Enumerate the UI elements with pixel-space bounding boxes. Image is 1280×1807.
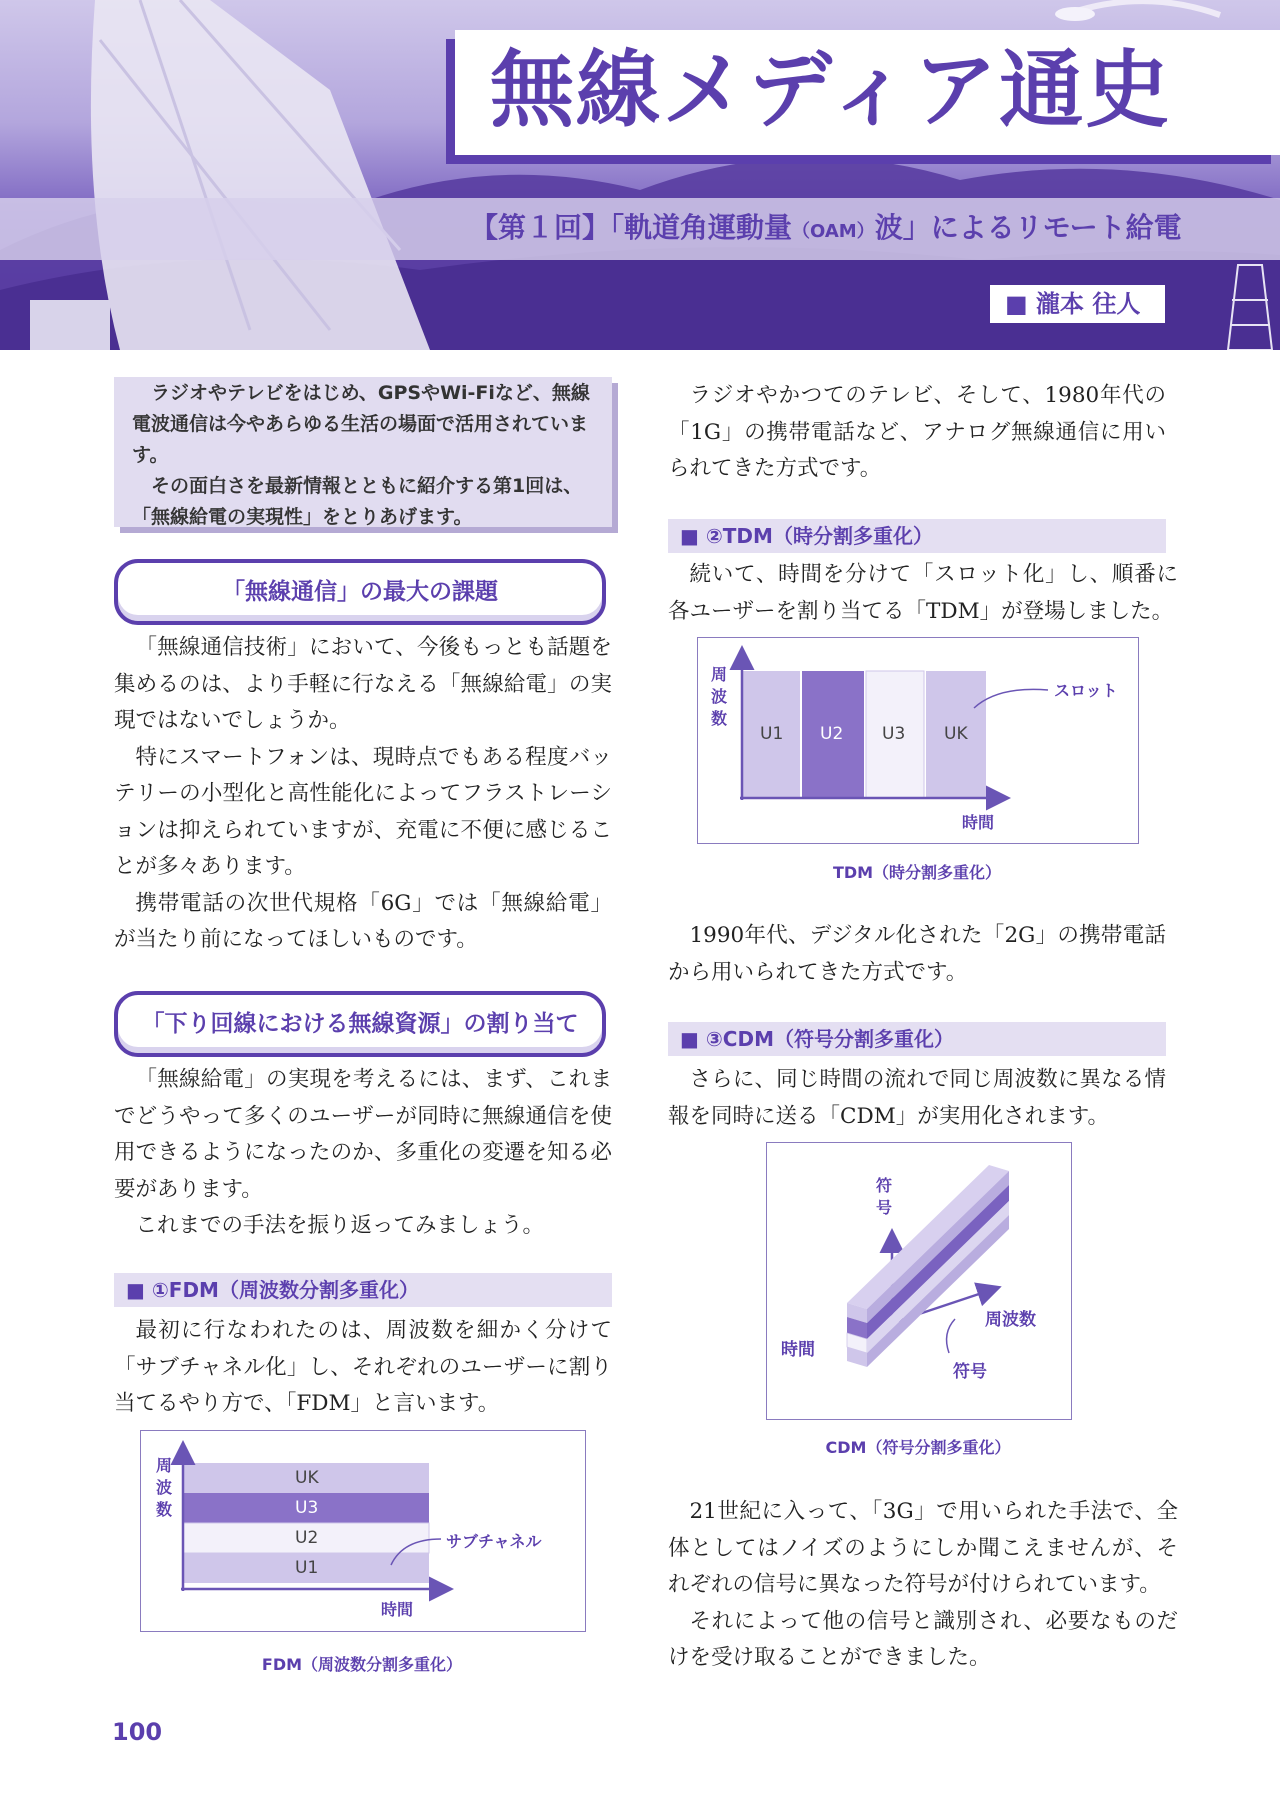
cdm-body <box>668 1062 1166 1135</box>
fdm-caption: FDM（周波数分割多重化） <box>261 1655 463 1674</box>
subtitle-post: 波」によるリモート給電 <box>874 211 1182 244</box>
cdm-heading: ■ ③CDM（符号分割多重化） <box>668 1022 1166 1056</box>
tdm-callout: スロット <box>1054 681 1118 700</box>
section2-body <box>114 1062 612 1245</box>
paragraph: 携帯電話の次世代規格「6G」では「無線給電」が当たり前になってほしいものです。 <box>114 890 612 952</box>
subtitle-pre: 【第１回】「軌道角運動量 <box>470 211 793 244</box>
fdm-y-label-char: 数 <box>155 1500 172 1519</box>
lead-paragraph: ラジオやテレビをはじめ、GPSやWi-Fiなど、無線電波通信は今やあらゆる生活の場面で活用されています。 <box>132 382 590 466</box>
lead-text <box>132 378 602 533</box>
page-title: 無線メディア通史 <box>490 41 1172 139</box>
fdm-band-label: U3 <box>295 1498 319 1518</box>
tdm-slot-label: U2 <box>820 724 844 744</box>
tdm-body <box>668 557 1178 630</box>
tdm-caption: TDM（時分割多重化） <box>832 863 1002 882</box>
paragraph: 1990年代、デジタル化された「2G」の携帯電話から用いられてきた方式です。 <box>668 923 1166 985</box>
cdm-freq-axis-label: 周波数 <box>985 1310 1036 1330</box>
cdm-callout: 符号 <box>953 1362 987 1382</box>
tdm-x-label: 時間 <box>962 813 995 832</box>
tdm-slot-label: U1 <box>760 724 784 744</box>
tdm-y-label <box>708 664 730 730</box>
author-name: ■ 瀧本 往人 <box>1005 290 1141 318</box>
fdm-band-label: UK <box>295 1468 319 1488</box>
cdm-time-axis-label: 時間 <box>781 1340 815 1360</box>
cdm-code-axis-char: 符 <box>875 1176 892 1195</box>
tdm-y-label-char: 数 <box>710 709 727 728</box>
paragraph: これまでの手法を振り返ってみましょう。 <box>135 1213 545 1238</box>
paragraph: ラジオやかつてのテレビ、そして、1980年代の「1G」の携帯電話など、アナログ無線通信に用いられてきた方式です。 <box>668 383 1166 481</box>
fdm-band-label: U2 <box>295 1528 319 1548</box>
tdm-figure <box>697 637 1139 844</box>
fdm-x-label: 時間 <box>381 1600 414 1619</box>
paragraph: さらに、同じ時間の流れで同じ周波数に異なる情報を同時に送る「CDM」が実用化されます。 <box>668 1067 1166 1129</box>
tdm-slot-label: U3 <box>882 724 906 744</box>
fdm-y-label <box>153 1455 175 1521</box>
paragraph: 特にスマートフォンは、現時点でもある程度バッテリーの小型化と高性能化によってフラストレーションは抑えられていますが、充電に不便に感じることが多々あります。 <box>114 744 612 879</box>
fdm-body <box>114 1313 612 1423</box>
cdm-diagram <box>767 1143 1071 1419</box>
fdm-band-label: U1 <box>295 1558 319 1578</box>
paragraph: 最初に行なわれたのは、周波数を細かく分けて「サブチャネル化」し、それぞれのユーザーに割り当てるやり方で、「FDM」と言います。 <box>114 1318 612 1416</box>
fdm-figure <box>140 1430 586 1632</box>
tdm-slot-label: UK <box>944 724 968 744</box>
paragraph: 「無線通信技術」において、今後もっとも話題を集めるのは、より手軽に行なえる「無線給電」の実現ではないでしょうか。 <box>114 635 612 733</box>
paragraph: 21世紀に入って、「3G」で用いられた手法で、全体としてはノイズのようにしか聞こえませんが、それぞれの信号に異なった符号が付けられています。 <box>668 1499 1178 1597</box>
cdm-code-axis-char: 号 <box>875 1198 892 1217</box>
cdm-figure <box>766 1142 1072 1420</box>
paragraph: 続いて、時間を分けて「スロット化」し、順番に各ユーザーを割り当てる「TDM」が登場しました。 <box>668 562 1178 624</box>
section1-body <box>114 630 612 959</box>
cdm-after <box>668 1494 1178 1677</box>
section-heading-downlink: 「下り回線における無線資源」の割り当て <box>114 991 606 1057</box>
cdm-code-axis-label <box>873 1175 895 1219</box>
fdm-y-label-char: 波 <box>155 1478 172 1497</box>
subtitle <box>470 205 1182 255</box>
fdm-callout: サブチャネル <box>446 1532 542 1551</box>
page-number: 100 <box>112 1718 163 1746</box>
right-intro <box>668 378 1166 488</box>
section-heading-wireless-issue: 「無線通信」の最大の課題 <box>114 559 606 625</box>
lead-paragraph: その面白さを最新情報とともに紹介する第1回は、「無線給電の実現性」をとりあげます。 <box>132 475 583 528</box>
tdm-y-label-char: 周 <box>710 665 727 684</box>
paragraph: それによって他の信号と識別され、必要なものだけを受け取ることができました。 <box>668 1608 1178 1670</box>
cdm-caption: CDM（符号分割多重化） <box>825 1438 1011 1457</box>
fdm-y-label-char: 周 <box>155 1456 172 1475</box>
paragraph: 「無線給電」の実現を考えるには、まず、これまでどうやって多くのユーザーが同時に無線通信を使用できるようになったのか、多重化の変遷を知る必要があります。 <box>114 1067 612 1202</box>
tdm-y-label-char: 波 <box>710 687 727 706</box>
tdm-heading: ■ ②TDM（時分割多重化） <box>668 519 1166 553</box>
fdm-heading: ■ ①FDM（周波数分割多重化） <box>114 1273 612 1307</box>
tdm-after <box>668 918 1166 991</box>
subtitle-oam: （OAM） <box>792 221 875 242</box>
